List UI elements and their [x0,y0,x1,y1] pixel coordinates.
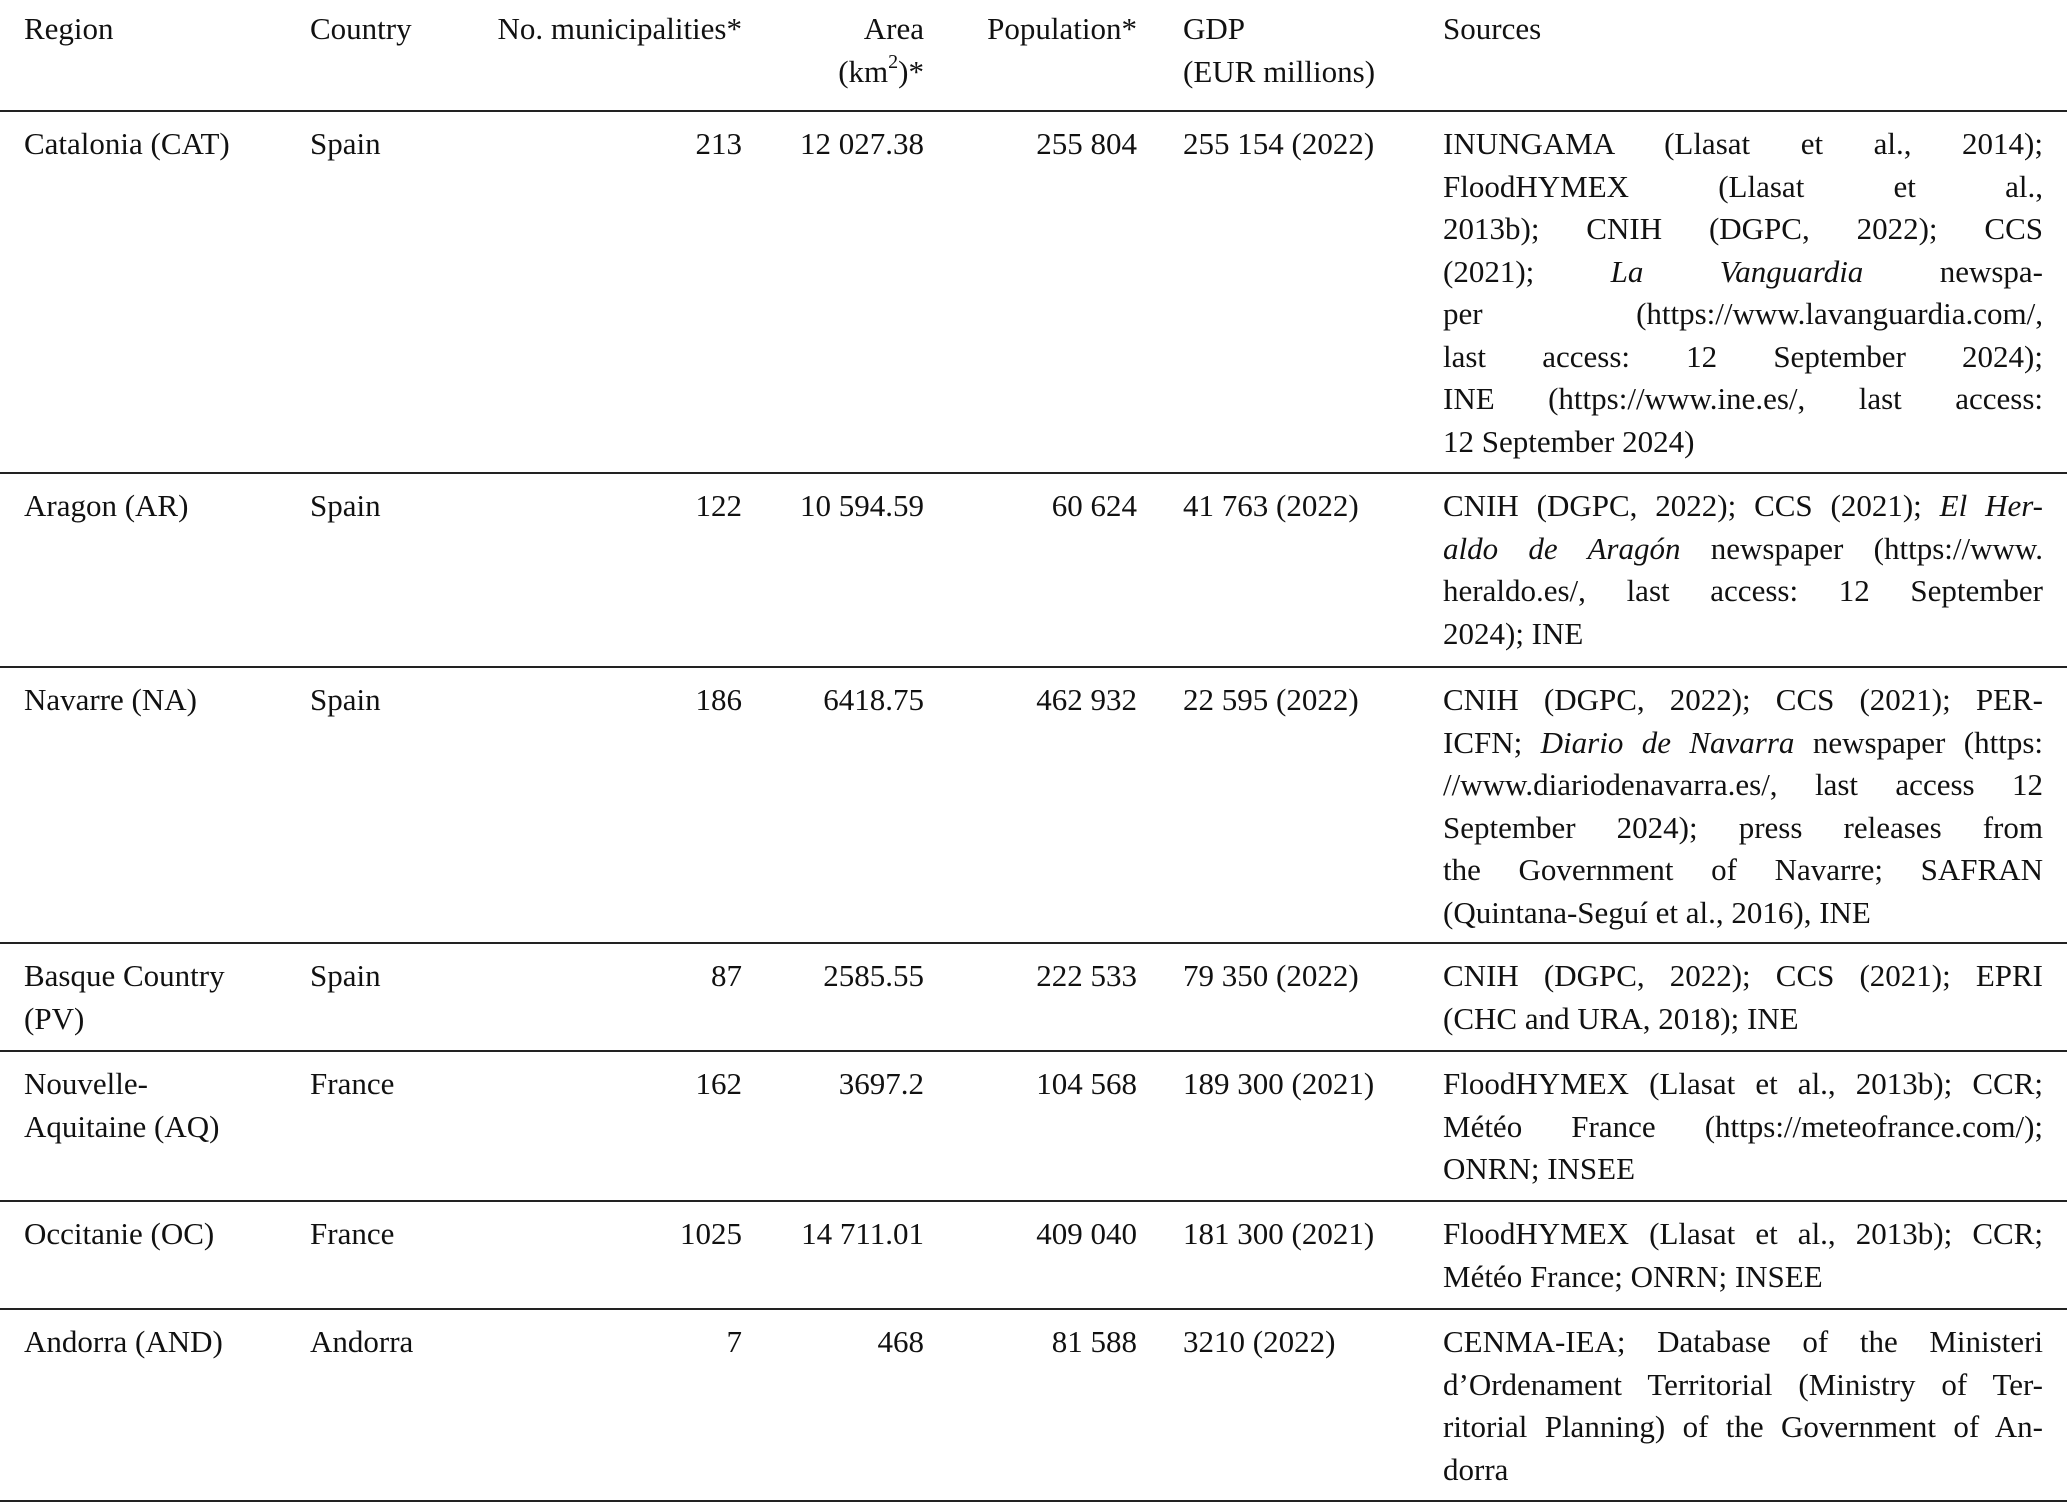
cell-population: 462 932 [1036,682,1137,717]
cell-area: 468 [877,1324,924,1359]
table-header [0,8,2067,108]
sources-line: d’Ordenament Territorial (Ministry of Ter- [1443,1366,2043,1402]
sources-line: 2024); INE [1443,615,1584,651]
cell-region: Nouvelle- Aquitaine (AQ) [24,1066,220,1144]
cell-gdp: 3210 (2022) [1183,1324,1336,1359]
header-gdp [1183,8,1413,93]
cell-region: Basque Country (PV) [24,958,225,1036]
cell-sources [1443,1213,2043,1298]
cell-country: Spain [310,958,381,993]
sources-line: 12 September 2024) [1443,423,1695,459]
cell-municipalities: 7 [726,1324,742,1359]
header-municipalities: No. municipalities* [497,11,742,46]
cell-gdp: 181 300 (2021) [1183,1216,1375,1251]
cell-municipalities: 87 [711,958,742,993]
header-gdp-label: GDP [1183,11,1246,46]
sources-line: (CHC and URA, 2018); INE [1443,1000,1799,1036]
sources-line: ONRN; INSEE [1443,1151,1636,1186]
cell-area: 2585.55 [823,958,924,993]
sources-line: FloodHYMEX (Llasat et al., 2013b); CCR; [1443,1216,2043,1251]
sources-line: CNIH (DGPC, 2022); CCS (2021); El Her- [1443,488,2043,523]
sources-line: FloodHYMEX (Llasat et al., 2013b); CCR; [1443,1066,2043,1101]
cell-area: 14 711.01 [801,1216,924,1251]
cell-country: France [310,1066,395,1101]
sources-line: (Quintana-Seguí et al., 2016), INE [1443,894,1871,930]
row-rule [0,1050,2067,1052]
cell-population: 222 533 [1036,958,1137,993]
cell-gdp: 41 763 (2022) [1183,488,1359,523]
sources-line: ICFN; Diario de Navarra newspaper (https: [1443,724,2044,760]
cell-area: 3697.2 [838,1066,924,1101]
cell-municipalities: 213 [695,126,742,161]
sources-line: the Government of Navarre; SAFRAN [1443,852,2043,887]
cell-region: Andorra (AND) [24,1324,223,1359]
sources-line: 2013b); CNIH (DGPC, 2022); CCS [1443,211,2043,246]
sources-line: dorra [1443,1451,1509,1487]
sources-line: INUNGAMA (Llasat et al., 2014); [1443,126,2043,161]
cell-sources [1443,485,2043,655]
cell-region: Aragon (AR) [24,488,189,523]
header-area-label: Area [863,11,924,46]
sources-line: FloodHYMEX (Llasat et al., [1443,168,2043,204]
cell-population: 81 588 [1051,1324,1137,1359]
cell-gdp: 79 350 (2022) [1183,958,1359,993]
cell-country: Spain [310,682,381,717]
cell-region: Catalonia (CAT) [24,126,230,161]
header-gdp-unit: (EUR millions) [1183,53,1376,89]
cell-region: Occitanie (OC) [24,1216,215,1251]
cell-population: 409 040 [1036,1216,1137,1251]
header-population: Population* [987,11,1137,46]
cell-area: 10 594.59 [800,488,924,523]
cell-sources [1443,1321,2043,1491]
header-country: Country [310,11,412,46]
cell-region: Navarre (NA) [24,682,197,717]
sources-line: last access: 12 September 2024); [1443,338,2043,374]
sources-line: September 2024); press releases from [1443,809,2043,845]
cell-sources [1443,123,2043,463]
cell-municipalities: 1025 [680,1216,742,1251]
cell-sources [1443,1063,2043,1191]
cell-population: 104 568 [1036,1066,1137,1101]
header-rule [0,110,2067,112]
cell-country: Spain [310,488,381,523]
cell-population: 60 624 [1051,488,1137,523]
sources-line: per (https://www.lavanguardia.com/, [1443,296,2043,331]
header-area-unit: $(km^2)*$ [838,51,924,89]
sources-line: (2021); La Vanguardia newspa- [1443,253,2043,289]
sources-line: aldo de Aragón newspaper (https://www. [1443,530,2043,566]
header-sources: Sources [1443,11,1542,46]
row-rule [0,1308,2067,1310]
row-rule [0,1200,2067,1202]
sources-line: CNIH (DGPC, 2022); CCS (2021); PER- [1443,682,2043,717]
cell-country: France [310,1216,395,1251]
cell-population: 255 804 [1036,126,1137,161]
cell-country: Andorra [310,1324,414,1359]
row-rule [0,472,2067,474]
sources-line: ritorial Planning) of the Government of An- [1443,1409,2043,1444]
cell-gdp: 189 300 (2021) [1183,1066,1375,1101]
sources-line: Météo France (https://meteofrance.com/); [1443,1108,2043,1144]
sources-line: CENMA-IEA; Database of the Ministeri [1443,1324,2043,1359]
sources-line: INE (https://www.ine.es/, last access: [1443,381,2043,416]
cell-country: Spain [310,126,381,161]
cell-area: 12 027.38 [800,126,924,161]
sources-line: CNIH (DGPC, 2022); CCS (2021); EPRI [1443,958,2043,993]
row-rule [0,942,2067,944]
cell-sources [1443,679,2043,934]
sources-line: //www.diariodenavarra.es/, last access 12 [1443,767,2043,802]
header-region: Region [24,11,114,46]
cell-municipalities: 122 [695,488,742,523]
sources-line: heraldo.es/, last access: 12 September [1443,573,2043,608]
header-area [760,8,924,93]
cell-sources [1443,955,2043,1040]
sources-line: Météo France; ONRN; INSEE [1443,1258,1823,1294]
cell-gdp: 255 154 (2022) [1183,126,1375,161]
cell-gdp: 22 595 (2022) [1183,682,1359,717]
cell-area: 6418.75 [823,682,924,717]
row-rule [0,666,2067,668]
cell-municipalities: 186 [695,682,742,717]
cell-municipalities: 162 [695,1066,742,1101]
